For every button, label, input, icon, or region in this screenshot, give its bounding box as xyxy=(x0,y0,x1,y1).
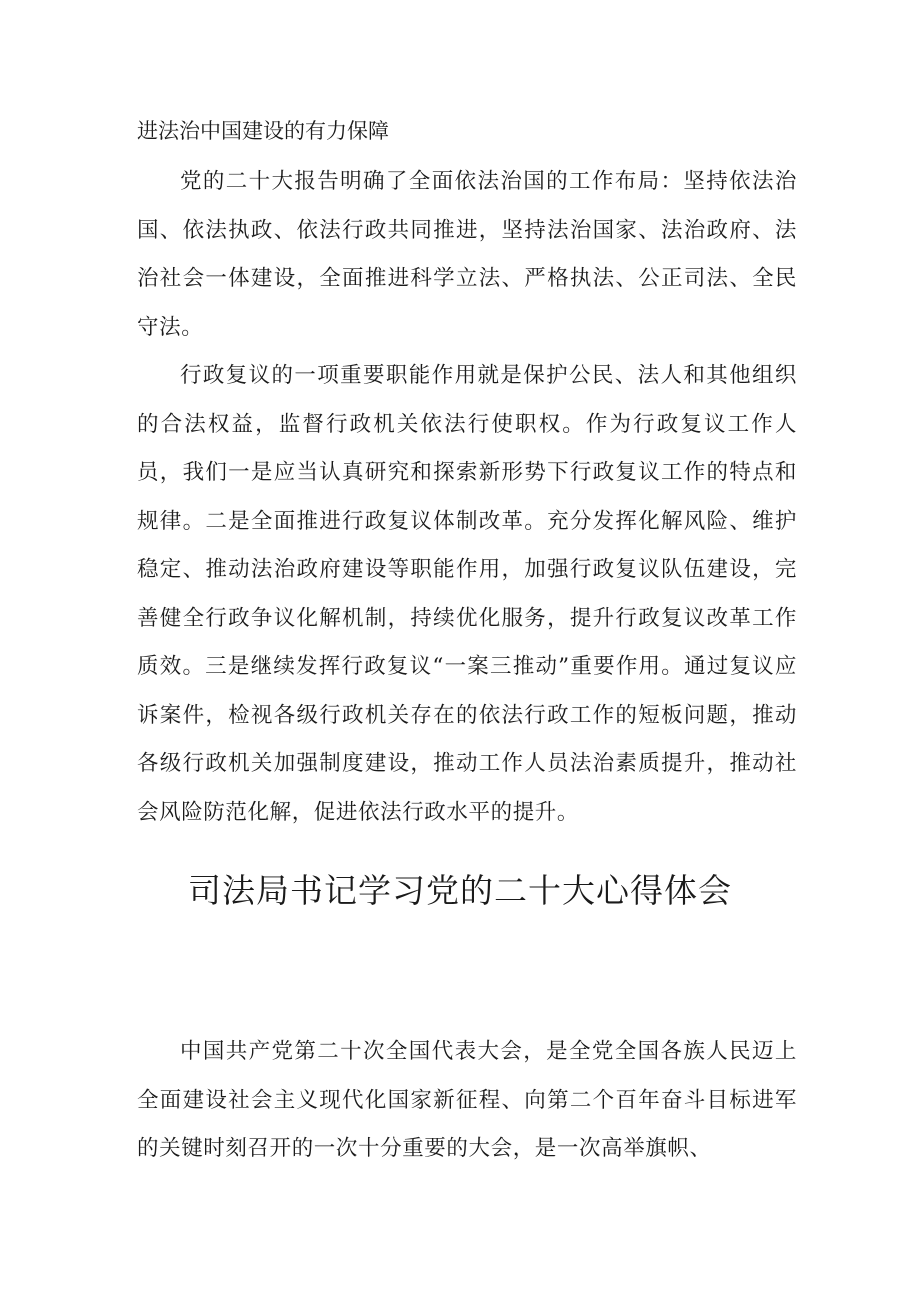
paragraph-administrative-review: 行政复议的一项重要职能作用就是保护公民、法人和其他组织的合法权益，监督行政机关依法行使职权。作为行政复议工作人员，我们一是应当认真研究和探索新形势下行政复议工作的特点和规律。二是全面推进行政复议体制改革。充分发挥化解风险、维护稳定、推动法治政府建设等职能作用，加强行政复议队伍建设，完善健全行政争议化解机制，持续优化服务，提升行政复议改革工作质效。三是继续发挥行政复议“一案三推动”重要作用。通过复议应诉案件，检视各级行政机关存在的依法行政工作的短板问题，推动各级行政机关加强制度建设，推动工作人员法治素质提升，推动社会风险防范化解，促进依法行政水平的提升。 xyxy=(137,363,797,825)
continued-heading: 进法治中国建设的有力保障 xyxy=(137,119,389,143)
paragraph-congress-intro: 中国共产党第二十次全国代表大会，是全党全国各族人民迈上全面建设社会主义现代化国家新征程、向第二个百年奋斗目标进军的关键时刻召开的一次十分重要的大会，是一次高举旗帜、 xyxy=(137,1039,797,1161)
section-title: 司法局书记学习党的二十大心得体会 xyxy=(188,871,732,910)
paragraph-law-layout: 党的二十大报告明确了全面依法治国的工作布局：坚持依法治国、依法执政、依法行政共同推进，坚持法治国家、法治政府、法治社会一体建设，全面推进科学立法、严格执法、公正司法、全民守法。 xyxy=(137,169,797,340)
